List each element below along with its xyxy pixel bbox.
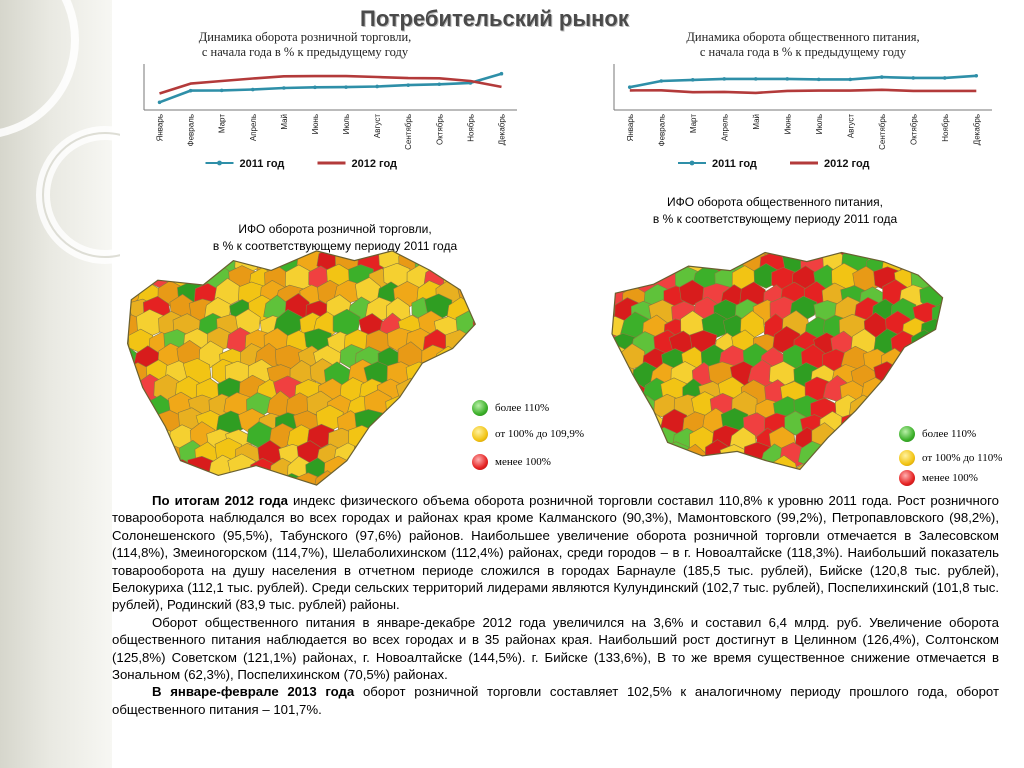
retail-map-region <box>467 264 494 290</box>
retail-chart-point-2011 <box>437 82 441 86</box>
retail-legend-item <box>472 400 549 416</box>
retail-map-title-line1: ИФО оборота розничной торговли, <box>238 222 432 236</box>
retail-map-region <box>120 264 136 290</box>
catering-map-title-line1: ИФО оборота общественного питания, <box>667 195 883 209</box>
catering-map-region <box>845 439 872 466</box>
retail-map-region <box>416 374 443 400</box>
retail-chart-x-tick-label: Декабрь <box>497 114 507 146</box>
retail-map-region <box>388 485 415 490</box>
decorative-circles <box>0 0 120 320</box>
catering-map-region <box>605 266 620 294</box>
retail-map-region <box>136 470 161 490</box>
retail-chart-title-line1: Динамика оборота розничной торговли, <box>198 30 412 44</box>
catering-map-region <box>951 399 953 422</box>
catering-chart-point-2011 <box>911 76 915 80</box>
catering-legend-label: менее 100% <box>922 472 978 484</box>
retail-map-region <box>426 394 453 419</box>
catering-map-region <box>914 248 939 260</box>
retail-map-region <box>268 487 294 491</box>
catering-map-region <box>952 297 953 325</box>
catering-legend-label: от 100% до 110% <box>922 452 1003 464</box>
retail-map-region <box>380 439 404 465</box>
retail-chart-x-tick-label: Июнь <box>310 114 320 135</box>
retail-map-region <box>120 364 133 392</box>
catering-map-region <box>942 314 954 340</box>
catering-map-region <box>920 347 947 370</box>
catering-map-region <box>920 381 947 406</box>
retail-map-region <box>137 438 165 466</box>
retail-map-region <box>473 316 498 341</box>
paragraph-retail <box>112 492 999 614</box>
retail-map-region <box>484 265 498 290</box>
catering-map-region <box>605 443 630 471</box>
retail-map-region <box>424 364 450 389</box>
retail-map-region <box>248 246 274 260</box>
retail-chart-x-tick-label: Сентябрь <box>404 114 414 150</box>
catering-map-region <box>632 248 659 259</box>
retail-map-region <box>444 246 470 256</box>
retail-map-region <box>127 423 154 449</box>
catering-map-region <box>605 253 629 278</box>
paragraph-retail-lead: По итогам 2012 года <box>152 493 288 508</box>
catering-chart-point-2011 <box>628 85 632 89</box>
retail-map-region <box>120 390 133 418</box>
retail-map-region <box>426 454 453 483</box>
catering-map-region <box>620 442 647 468</box>
catering-map-region <box>892 367 919 392</box>
retail-map-region <box>125 455 152 482</box>
retail-map-region <box>157 471 183 490</box>
catering-map-region <box>632 429 659 453</box>
catering-chart-x-tick-label: Июнь <box>783 114 793 135</box>
retail-map-region <box>436 251 462 276</box>
catering-map-region <box>689 248 716 260</box>
retail-legend-label: от 100% до 109,9% <box>495 428 585 440</box>
catering-map-region <box>614 427 642 452</box>
retail-map-region <box>478 246 498 272</box>
catering-legend-item <box>899 470 978 486</box>
catering-map-region <box>631 457 657 475</box>
retail-chart-x-tick-label: Февраль <box>186 114 196 147</box>
catering-map-region <box>803 474 828 475</box>
retail-map-region <box>369 425 392 452</box>
body-text <box>112 492 999 718</box>
retail-map-region <box>416 442 442 465</box>
retail-chart-point-2011 <box>251 88 255 92</box>
retail-map-region <box>449 428 474 452</box>
retail-map-region <box>388 427 414 454</box>
retail-chart-x-tick-label: Октябрь <box>435 114 445 146</box>
catering-chart-point-2011 <box>974 74 978 78</box>
retail-map-region <box>350 460 377 484</box>
catering-chart-x-tick-label: Декабрь <box>972 114 982 146</box>
catering-chart-x-tick-label: Май <box>751 114 761 130</box>
catering-map-region <box>674 459 700 474</box>
catering-map-region <box>605 361 617 389</box>
catering-map-region <box>813 460 838 474</box>
retail-map-region <box>445 360 472 387</box>
catering-chart-point-2011 <box>848 78 852 82</box>
catering-map-region <box>914 397 941 422</box>
catering-map-region <box>862 445 889 474</box>
retail-chart-x-tick-label: Январь <box>155 114 165 142</box>
catering-chart-point-2011 <box>817 78 821 82</box>
catering-map-region <box>605 429 619 457</box>
catering-map-region <box>732 461 757 475</box>
catering-map-region <box>882 380 910 404</box>
retail-map-region <box>490 296 498 321</box>
red-dot-icon <box>472 454 488 470</box>
retail-map-region <box>124 246 150 261</box>
catering-map-region <box>605 248 618 258</box>
catering-legend-item <box>899 426 976 442</box>
retail-map-region <box>407 487 433 490</box>
catering-map-region <box>894 396 922 421</box>
retail-legend-item <box>472 454 551 470</box>
retail-map-region <box>256 473 282 490</box>
catering-chart-series-line-2012 <box>630 90 977 93</box>
catering-map-region <box>625 412 651 440</box>
catering-chart-x-tick-label: Март <box>688 114 698 134</box>
catering-map-region <box>689 457 717 474</box>
catering-map-region <box>932 267 953 293</box>
retail-map-region <box>405 394 432 418</box>
catering-map-region <box>662 472 689 474</box>
retail-map-region <box>397 471 423 491</box>
retail-map-region <box>436 376 462 402</box>
catering-chart-point-2011 <box>691 78 695 82</box>
catering-map-region <box>905 376 931 402</box>
retail-map-region <box>165 246 192 257</box>
paragraph-2013-text: оборот розничной торговли составляет 102,5% к аналогичному периоду прошлого года, оборот общественного питания – 101,7%. <box>112 684 999 717</box>
retail-map-region <box>135 251 162 274</box>
catering-map-region <box>930 395 953 421</box>
retail-map-region <box>430 427 455 450</box>
catering-map-region <box>614 462 640 474</box>
catering-chart-point-2011 <box>722 77 726 81</box>
retail-chart-legend-marker <box>217 161 222 166</box>
retail-map-region <box>225 246 252 259</box>
retail-chart-point-2011 <box>406 83 410 87</box>
catering-map-region <box>850 430 877 457</box>
catering-chart-point-2011 <box>659 79 663 83</box>
catering-map-region <box>610 248 636 260</box>
catering-chart-legend-label: 2011 год <box>712 158 757 170</box>
catering-map-region <box>819 473 844 474</box>
catering-map-region <box>868 397 896 424</box>
catering-map-region <box>940 345 954 370</box>
catering-map-region <box>605 414 630 441</box>
retail-chart-x-tick-label: Апрель <box>248 114 258 142</box>
catering-map-region <box>925 250 951 277</box>
catering-map-region <box>669 248 697 260</box>
green-dot-icon <box>472 400 488 416</box>
retail-chart-x-tick-label: Август <box>373 114 383 139</box>
retail-dynamics-chart <box>138 62 523 180</box>
catering-map-region <box>853 459 881 474</box>
retail-chart-title <box>140 30 470 60</box>
catering-map-region <box>831 461 859 474</box>
retail-map-region <box>489 330 498 358</box>
retail-map-region <box>335 475 362 490</box>
retail-map-region <box>406 246 432 262</box>
retail-map-region <box>459 476 481 490</box>
retail-map-region <box>420 412 444 437</box>
retail-map-region <box>487 246 498 260</box>
catering-map-region <box>652 248 679 262</box>
retail-map-region <box>168 488 194 490</box>
retail-map-region <box>435 440 461 465</box>
retail-map-region <box>475 284 498 308</box>
retail-map-region <box>466 328 493 354</box>
retail-map-region <box>120 458 136 485</box>
retail-map-region <box>205 246 233 262</box>
retail-map-region <box>174 475 202 490</box>
retail-legend-label: более 110% <box>495 402 550 414</box>
catering-map-region <box>866 411 892 436</box>
catering-map-region <box>605 392 619 419</box>
catering-map-region <box>932 248 953 259</box>
catering-chart-x-tick-label: Апрель <box>720 114 730 142</box>
catering-map-region <box>613 399 641 425</box>
catering-map-region <box>605 379 630 403</box>
catering-map-region <box>823 442 851 472</box>
retail-map-region <box>379 475 406 490</box>
retail-chart-point-2011 <box>375 85 379 89</box>
retail-chart-point-2011 <box>500 72 504 76</box>
retail-map-region <box>120 425 135 448</box>
retail-map-region <box>250 489 275 490</box>
yellow-dot-icon <box>472 426 488 442</box>
catering-map-region <box>876 460 901 474</box>
catering-map-region <box>711 458 737 474</box>
retail-map-region <box>468 361 495 387</box>
paragraph-retail-text: индекс физического объема оборота розничной торговли составил 110,8% к уровню 2011 года. Рост розничного товарооборота наблюдался во всех городах и районах края кроме Калманского (90,3%), Мамонтовского (99,2%), Петропавловского (98,2%), Солонешенского (95,5%), Табунского (97,6%) районов. Наибольшее увеличение оборота розничной торговли отмечается в Залесовском (114,8%), Змеиногорском (114,7%), Шелаболихинском (112,4%) районах, среди городов – в г. Новоалтайске (118,3%). Наибольший показатель товарооборота на душу населения в отчетном периоде сложился в городах Барнауле (185,5 тыс. рублей), Бийске (120,8 тыс. рублей), Белокуриха (112,1 тыс. рублей). Среди сельских территорий лидерами являются Кулундинский (102,7 тыс. рублей), Поспелихинский (101,8 тыс. рублей), Родинский (83,9 тыс. рублей) районы. <box>112 493 999 613</box>
retail-chart-point-2011 <box>313 86 317 90</box>
retail-map-region <box>120 474 145 490</box>
catering-chart-title-line2: с начала года в % к предыдущему году <box>699 45 907 59</box>
catering-map-region <box>834 426 859 451</box>
paragraph-2013-lead: В январе-феврале 2013 года <box>152 684 355 700</box>
retail-map-region <box>303 489 330 490</box>
paragraph-2013 <box>112 683 999 718</box>
catering-dynamics-chart <box>608 62 998 180</box>
retail-map-region <box>145 246 171 260</box>
retail-map-region <box>159 253 185 276</box>
catering-map-region <box>871 428 898 454</box>
retail-map-region <box>380 411 404 435</box>
catering-chart-x-tick-label: Январь <box>625 114 635 142</box>
catering-map-region <box>889 248 916 259</box>
paragraph-catering-text: Оборот общественного питания в январе-декабре 2012 года увеличился на 3,6% и составил 6,4 млрд. руб. Увеличение оборота общественного питания наблюдается во всех городах и в 35 районах края. Наибольший рост достигнут в Целинном (126,4%), Солтонском (125,8%) Советском (121,1%) районах, г. Новоалтайске (144,5%). г. Бийске (133,6%), В то же время существенное снижение отмечается в Зональном (62,3%), Поспелихинском (70,5%) районах. <box>112 614 999 683</box>
retail-chart-legend-label: 2012 год <box>351 158 398 170</box>
catering-chart-x-tick-label: Ноябрь <box>940 114 950 142</box>
catering-chart-x-tick-label: Февраль <box>657 114 667 147</box>
retail-chart-title-line2: с начала года в % к предыдущему году <box>201 45 409 59</box>
retail-map-region <box>495 283 498 311</box>
retail-map-region <box>268 246 295 258</box>
retail-chart-legend-label: 2011 год <box>239 158 285 170</box>
page-title: Потребительский рынок <box>360 6 629 31</box>
catering-chart-title-line1: Динамика оборота общественного питания, <box>686 30 920 44</box>
catering-map-region <box>791 248 818 258</box>
retail-chart-point-2011 <box>282 86 286 90</box>
retail-ifo-map <box>120 246 498 490</box>
retail-map-region <box>476 471 498 490</box>
retail-map-region <box>120 246 136 260</box>
retail-map-region <box>435 411 461 438</box>
retail-map-region <box>405 423 431 450</box>
retail-map-region <box>188 246 212 258</box>
retail-map-region <box>220 475 247 490</box>
catering-map-region <box>911 361 937 388</box>
retail-map-region <box>364 457 391 485</box>
paragraph-catering <box>112 614 999 684</box>
retail-map-region <box>398 408 426 436</box>
catering-chart-x-tick-label: Октябрь <box>909 114 919 146</box>
retail-map-region <box>238 472 266 490</box>
catering-map-region <box>934 334 953 360</box>
retail-map-region <box>146 489 173 490</box>
catering-map-region <box>948 248 953 262</box>
retail-map-region <box>454 251 481 276</box>
retail-map-region <box>120 411 140 439</box>
catering-map-region <box>605 456 618 474</box>
retail-chart-point-2011 <box>220 89 224 93</box>
retail-map-region <box>466 488 493 490</box>
retail-chart-x-tick-label: Ноябрь <box>466 114 476 142</box>
retail-map-region <box>448 454 473 480</box>
retail-map-region <box>466 246 493 261</box>
catering-chart-point-2011 <box>754 77 758 81</box>
retail-map-region <box>475 345 498 372</box>
red-dot-icon <box>899 470 915 486</box>
retail-map-region <box>487 364 498 388</box>
retail-chart-point-2011 <box>344 85 348 89</box>
retail-map-region <box>435 477 463 490</box>
retail-map-region <box>479 375 498 399</box>
catering-map-region <box>950 331 953 355</box>
catering-chart-x-tick-label: Сентябрь <box>877 114 887 150</box>
green-dot-icon <box>899 426 915 442</box>
retail-map-title-line2: в % к соответствующему периоду 2011 года <box>212 239 458 253</box>
catering-map-region <box>943 249 953 275</box>
retail-map-region <box>120 249 140 273</box>
retail-chart-point-2011 <box>189 89 193 93</box>
retail-legend-item <box>472 426 584 442</box>
retail-map-region <box>416 473 443 490</box>
retail-map-region <box>181 253 206 277</box>
retail-map-region <box>430 246 456 260</box>
retail-map-region <box>496 247 498 275</box>
catering-map-region <box>841 413 867 435</box>
catering-map-region <box>950 362 954 386</box>
catering-legend-label: более 110% <box>922 428 977 440</box>
catering-map-region <box>652 461 677 474</box>
retail-chart-x-tick-label: Май <box>279 114 289 130</box>
retail-map-region <box>225 488 249 490</box>
yellow-dot-icon <box>899 450 915 466</box>
catering-chart-x-tick-label: Июль <box>814 114 824 135</box>
retail-chart-point-2011 <box>158 101 162 105</box>
catering-chart-x-tick-label: Август <box>846 114 856 139</box>
catering-chart-legend-marker <box>690 161 695 166</box>
catering-map-region <box>715 248 741 264</box>
retail-chart-x-tick-label: Март <box>217 114 227 134</box>
catering-map-region <box>945 286 954 310</box>
catering-chart-legend-label: 2012 год <box>824 158 870 170</box>
retail-map-region <box>387 454 414 480</box>
catering-chart-title <box>618 30 988 60</box>
catering-legend-item <box>899 450 1002 466</box>
catering-map-title-line2: в % к соответствующему периоду 2011 года <box>652 212 898 226</box>
catering-map-region <box>902 351 929 374</box>
retail-map-region <box>408 456 433 484</box>
catering-map-region <box>644 442 670 470</box>
retail-map-region <box>355 470 383 490</box>
retail-map-region <box>120 441 145 470</box>
retail-map-region <box>149 458 173 484</box>
retail-map-region <box>399 439 424 466</box>
retail-chart-x-tick-label: Июль <box>342 114 352 135</box>
catering-chart-point-2011 <box>943 76 947 80</box>
catering-map-region <box>640 251 666 277</box>
retail-map-region <box>349 489 374 491</box>
catering-chart-series-line-2011 <box>630 76 977 87</box>
retail-map-region <box>406 362 433 389</box>
catering-map-region <box>930 361 954 386</box>
catering-chart-point-2011 <box>880 75 884 79</box>
retail-map-region <box>354 442 382 466</box>
retail-legend-label: менее 100% <box>495 456 551 468</box>
catering-chart-point-2011 <box>785 77 789 81</box>
retail-map-region <box>459 346 486 371</box>
catering-map-region <box>942 380 953 406</box>
catering-map-title <box>610 194 940 228</box>
catering-map-region <box>625 249 650 274</box>
